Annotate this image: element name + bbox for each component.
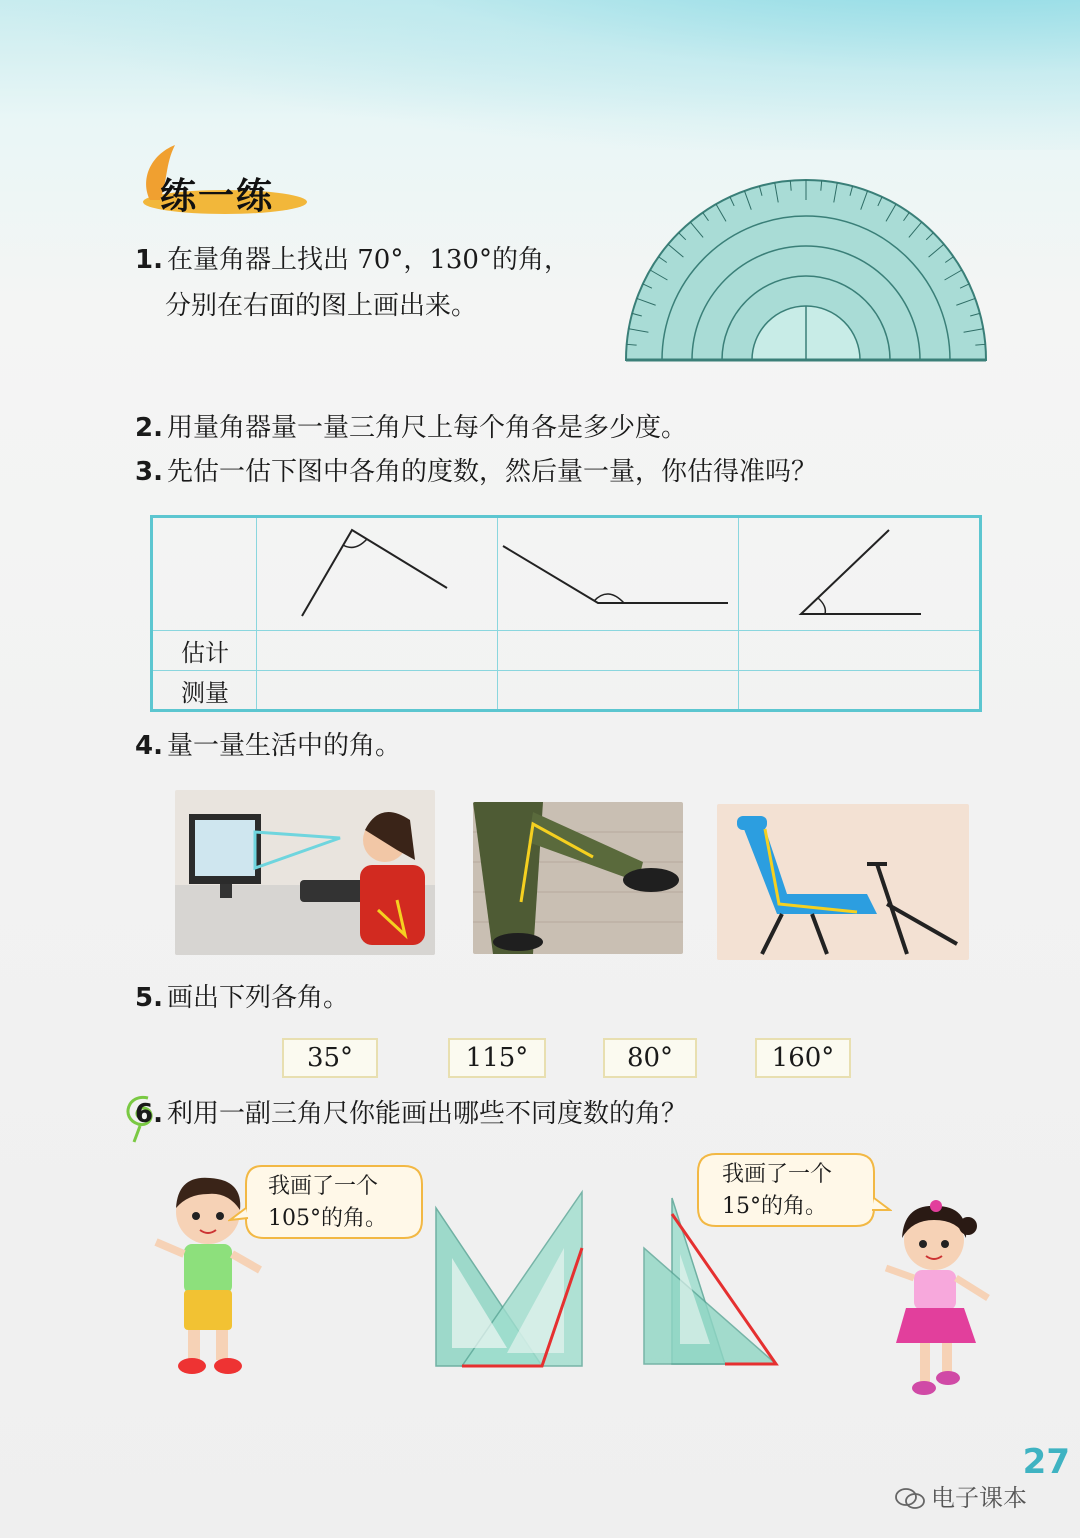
protractor-image	[622, 178, 990, 368]
question-1	[135, 240, 570, 280]
boy-speech-line-1: 我画了一个	[268, 1174, 379, 1199]
question-4	[135, 726, 401, 766]
angle-box-160: 160°	[755, 1038, 851, 1078]
angle-box-80: 80°	[603, 1038, 697, 1078]
question-text: 先估一估下图中各角的度数，然后量一量，你估得准吗？	[166, 457, 817, 487]
angle-figure-3	[739, 517, 981, 631]
keyboard	[300, 880, 370, 902]
photo-walking-legs	[473, 802, 683, 954]
row-label-measure: 测量	[152, 671, 257, 711]
photo-girl-computer	[175, 790, 435, 955]
question-text: 量一量生活中的角。	[166, 731, 401, 761]
question-number: 4.	[135, 731, 163, 761]
girl-illustration	[876, 1198, 996, 1398]
question-text: 利用一副三角尺你能画出哪些不同度数的角？	[166, 1099, 687, 1129]
table-corner-cell	[152, 517, 257, 631]
question-text: 用量角器量一量三角尺上每个角各是多少度。	[166, 413, 687, 443]
wechat-icon	[895, 1488, 925, 1510]
section-title: 练一练	[160, 176, 275, 217]
set-square-pair-105	[432, 1188, 590, 1370]
question-3	[135, 452, 817, 492]
girl-speech-line-1: 我画了一个	[722, 1162, 833, 1187]
photo-lounge-chair	[717, 804, 969, 960]
estimate-cell[interactable]	[498, 631, 739, 671]
angle-box-35: 35°	[282, 1038, 378, 1078]
question-number: 6.	[135, 1099, 163, 1129]
measure-cell[interactable]	[498, 671, 739, 711]
question-number: 5.	[135, 983, 163, 1013]
measure-cell[interactable]	[739, 671, 981, 711]
question-6	[135, 1094, 687, 1134]
page-header-wash	[0, 0, 1080, 150]
question-number: 1.	[135, 245, 163, 275]
watermark-text: 电子课本	[931, 1484, 1027, 1512]
angle-box-115: 115°	[448, 1038, 546, 1078]
question-2	[135, 408, 687, 448]
measure-cell[interactable]	[257, 671, 498, 711]
question-text: 在量角器上找出 70°，130°的角，	[166, 245, 570, 275]
boy-speech-line-2: 105°的角。	[268, 1206, 387, 1231]
angle-figure-1	[257, 517, 498, 631]
angle-figure-2	[498, 517, 739, 631]
question-number: 3.	[135, 457, 163, 487]
question-text: 画出下列各角。	[166, 983, 349, 1013]
row-label-estimate: 估计	[152, 631, 257, 671]
question-number: 2.	[135, 413, 163, 443]
estimate-cell[interactable]	[739, 631, 981, 671]
watermark	[895, 1478, 1027, 1513]
page-number: 27	[1022, 1442, 1070, 1482]
estimation-table	[150, 515, 982, 712]
question-1-line-2: 分别在右面的图上画出来。	[165, 291, 478, 321]
question-5	[135, 978, 349, 1018]
estimate-cell[interactable]	[257, 631, 498, 671]
girl-speech-line-2: 15°的角。	[722, 1194, 827, 1219]
